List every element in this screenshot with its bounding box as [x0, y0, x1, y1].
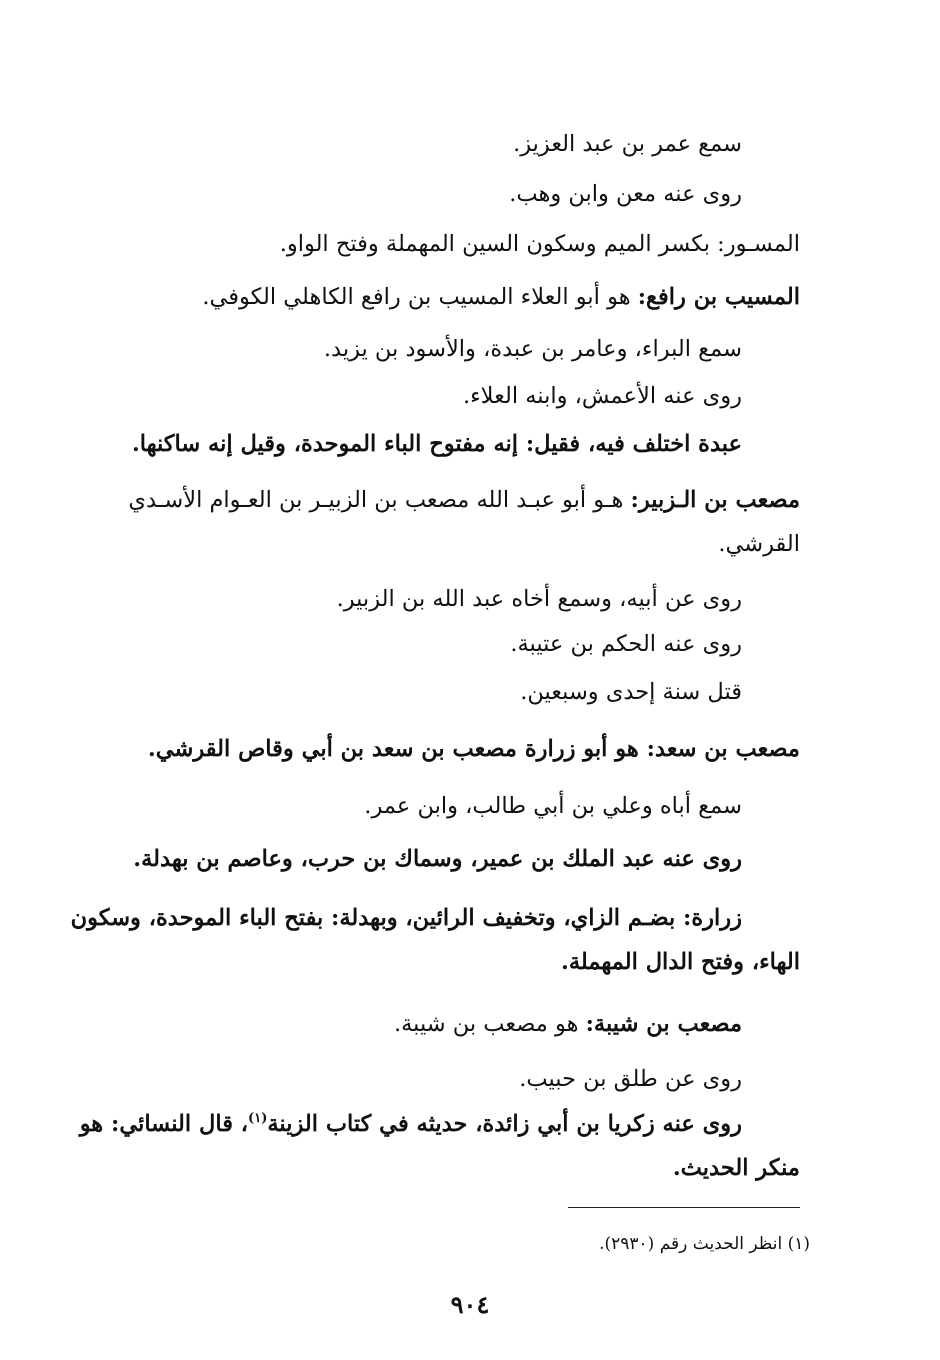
footnote-separator — [568, 1207, 800, 1208]
text-line: منكر الحديث. — [672, 1155, 800, 1181]
text-line: روى عنه معن وابن وهب. — [509, 181, 742, 207]
text-line: روى عن أبيه، وسمع أخاه عبد الله بن الزبير. — [336, 586, 742, 612]
text-line: روى عنه زكريا بن أبي زائدة، حديثه في كتاب الزينة$^{(١)}$، قال النسائي: هو — [79, 1111, 742, 1137]
page-number: ٩٠٤ — [450, 1290, 490, 1319]
footnote: (١) انظر الحديث رقم (٢٩٣٠). — [599, 1234, 810, 1254]
entry-line: المسـور: بكسر الميم وسكون السين المهملة وفتح الواو. — [279, 231, 800, 257]
text-line: عبدة اختلف فيه، فقيل: إنه مفتوح الباء الموحدة، وقيل إنه ساكنها. — [131, 431, 742, 457]
text-line: روى عنه الأعمش، وابنه العلاء. — [462, 383, 742, 409]
text-line: القرشي. — [718, 531, 800, 557]
text-line: سمع أباه وعلي بن أبي طالب، وابن عمر. — [364, 793, 742, 819]
entry-line: مصعب بن الـزبير: هـو أبو عبـد الله مصعب بن الزبيـر بن العـوام الأسـدي — [128, 487, 800, 513]
entry-line: مصعب بن سعد: هو أبو زرارة مصعب بن سعد بن أبي وقاص القرشي. — [147, 736, 800, 762]
entry-heading: المسيب بن رافع: — [637, 284, 800, 310]
entry-heading: مصعب بن الـزبير: — [630, 487, 800, 513]
footnote-ref: (١) — [248, 1111, 268, 1126]
text-line: زرارة: بضـم الزاي، وتخفيف الرائين، وبهدلة: بفتح الباء الموحدة، وسكون — [70, 905, 742, 931]
text-line: الهاء، وفتح الدال المهملة. — [561, 949, 800, 975]
text-line: روى عن طلق بن حبيب. — [519, 1066, 742, 1092]
entry-heading: مصعب بن سعد: — [646, 736, 800, 762]
text-line: سمع عمر بن عبد العزيز. — [513, 131, 742, 157]
text-line: قتل سنة إحدى وسبعين. — [520, 679, 742, 705]
entry-heading: مصعب بن شيبة: — [585, 1011, 742, 1037]
entry-line: المسيب بن رافع: هو أبو العلاء المسيب بن رافع الكاهلي الكوفي. — [202, 284, 800, 310]
text-line: روى عنه الحكم بن عتيبة. — [510, 631, 742, 657]
text-line: سمع البراء، وعامر بن عبدة، والأسود بن يزيد. — [323, 336, 742, 362]
entry-line: مصعب بن شيبة: هو مصعب بن شيبة. — [393, 1011, 742, 1037]
text-line: روى عنه عبد الملك بن عمير، وسماك بن حرب، وعاصم بن بهدلة. — [133, 846, 742, 872]
entry-heading: المسـور: — [717, 231, 800, 257]
